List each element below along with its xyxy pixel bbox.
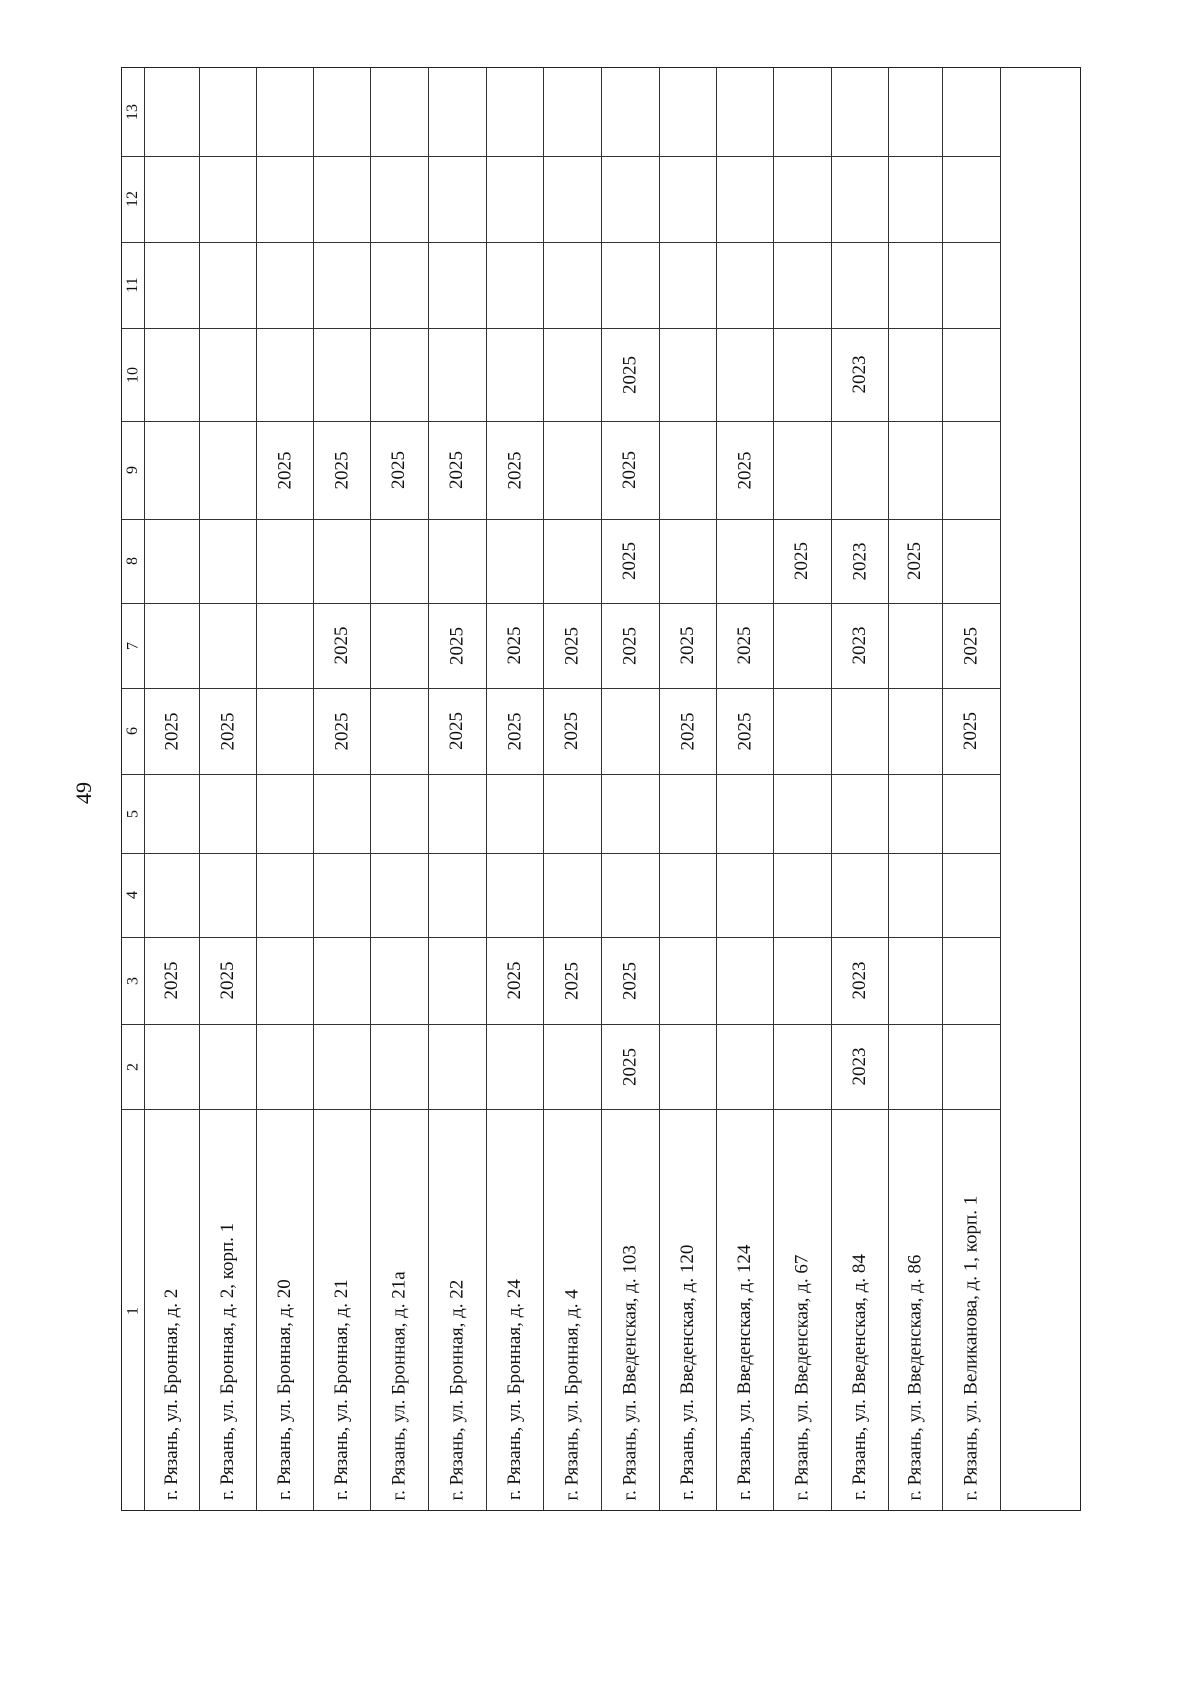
year-cell: 2025 xyxy=(960,626,981,665)
year-cell: 2025 xyxy=(619,355,640,394)
address-cell: г. Рязань, ул. Введенская, д. 84 xyxy=(848,1254,870,1500)
year-cell: 2025 xyxy=(561,626,582,665)
year-cell: 2025 xyxy=(216,961,238,1000)
year-cell: 2025 xyxy=(791,542,812,580)
address-cell: г. Рязань, ул. Бронная, д. 4 xyxy=(561,1288,582,1500)
year-cell: 2025 xyxy=(446,712,467,750)
year-cell: 2025 xyxy=(388,451,409,489)
column-header: 4 xyxy=(124,891,141,899)
address-cell: г. Рязань, ул. Введенская, д. 120 xyxy=(676,1244,698,1500)
column-header: 11 xyxy=(124,277,141,293)
column-header: 7 xyxy=(124,641,141,650)
column-header: 12 xyxy=(124,191,141,207)
year-cell: 2025 xyxy=(160,961,182,1000)
year-cell: 2025 xyxy=(619,626,640,665)
year-cell: 2025 xyxy=(503,626,525,665)
address-cell: г. Рязань, ул. Бронная, д. 21а xyxy=(388,1270,409,1500)
year-cell: 2025 xyxy=(733,626,755,665)
column-header: 13 xyxy=(124,104,141,120)
year-cell: 2023 xyxy=(848,355,870,394)
year-cell: 2025 xyxy=(503,451,525,489)
address-cell: г. Рязань, ул. Введенская, д. 124 xyxy=(733,1244,755,1500)
year-cell: 2025 xyxy=(619,1047,640,1086)
year-cell: 2025 xyxy=(733,712,755,750)
address-cell: г. Рязань, ул. Бронная, д. 20 xyxy=(273,1279,295,1500)
year-cell: 2025 xyxy=(619,961,640,1000)
year-cell: 2025 xyxy=(904,542,925,580)
year-cell: 2025 xyxy=(561,961,582,1000)
column-divider xyxy=(122,156,1000,157)
year-cell: 2025 xyxy=(330,712,352,750)
column-header: 3 xyxy=(124,976,141,985)
column-divider xyxy=(122,242,1000,243)
address-cell: г. Рязань, ул. Введенская, д. 67 xyxy=(791,1254,812,1500)
column-header: 10 xyxy=(124,366,141,383)
year-cell: 2025 xyxy=(619,451,640,489)
year-cell: 2025 xyxy=(330,626,352,665)
address-cell: г. Рязань, ул. Бронная, д. 21 xyxy=(330,1279,352,1500)
year-cell: 2025 xyxy=(733,451,755,489)
column-header: 9 xyxy=(124,466,141,474)
column-header: 6 xyxy=(124,727,141,735)
page-number: 49 xyxy=(71,782,96,804)
year-cell: 2023 xyxy=(848,961,870,1000)
column-header: 8 xyxy=(124,557,141,565)
address-cell: г. Рязань, ул. Введенская, д. 103 xyxy=(619,1244,640,1500)
year-cell: 2025 xyxy=(330,451,352,489)
address-cell: г. Рязань, ул. Бронная, д. 22 xyxy=(446,1279,467,1500)
year-cell: 2025 xyxy=(446,626,467,665)
column-header: 1 xyxy=(124,1306,141,1315)
year-cell: 2023 xyxy=(848,542,870,580)
column-header: 2 xyxy=(124,1062,141,1071)
address-cell: г. Рязань, ул. Великанова, д. 1, корп. 1 xyxy=(960,1195,981,1500)
year-cell: 2025 xyxy=(160,712,182,750)
year-cell: 2025 xyxy=(446,451,467,489)
year-cell: 2025 xyxy=(676,626,698,665)
year-cell: 2023 xyxy=(848,626,870,665)
year-cell: 2025 xyxy=(273,451,295,489)
address-cell: г. Рязань, ул. Введенская, д. 86 xyxy=(904,1254,925,1500)
year-cell: 2025 xyxy=(619,542,640,580)
year-cell: 2025 xyxy=(676,712,698,750)
column-header: 5 xyxy=(124,809,141,818)
data-table xyxy=(121,67,1081,1511)
column-divider xyxy=(122,853,1000,854)
address-cell: г. Рязань, ул. Бронная, д. 2 xyxy=(160,1288,182,1500)
column-divider xyxy=(122,421,1000,422)
address-cell: г. Рязань, ул. Бронная, д. 24 xyxy=(503,1279,525,1500)
year-cell: 2025 xyxy=(503,712,525,750)
year-cell: 2025 xyxy=(216,712,238,750)
year-cell: 2025 xyxy=(561,712,582,750)
year-cell: 2025 xyxy=(960,712,981,750)
year-cell: 2023 xyxy=(848,1047,870,1086)
address-cell: г. Рязань, ул. Бронная, д. 2, корп. 1 xyxy=(216,1222,238,1500)
year-cell: 2025 xyxy=(503,961,525,1000)
